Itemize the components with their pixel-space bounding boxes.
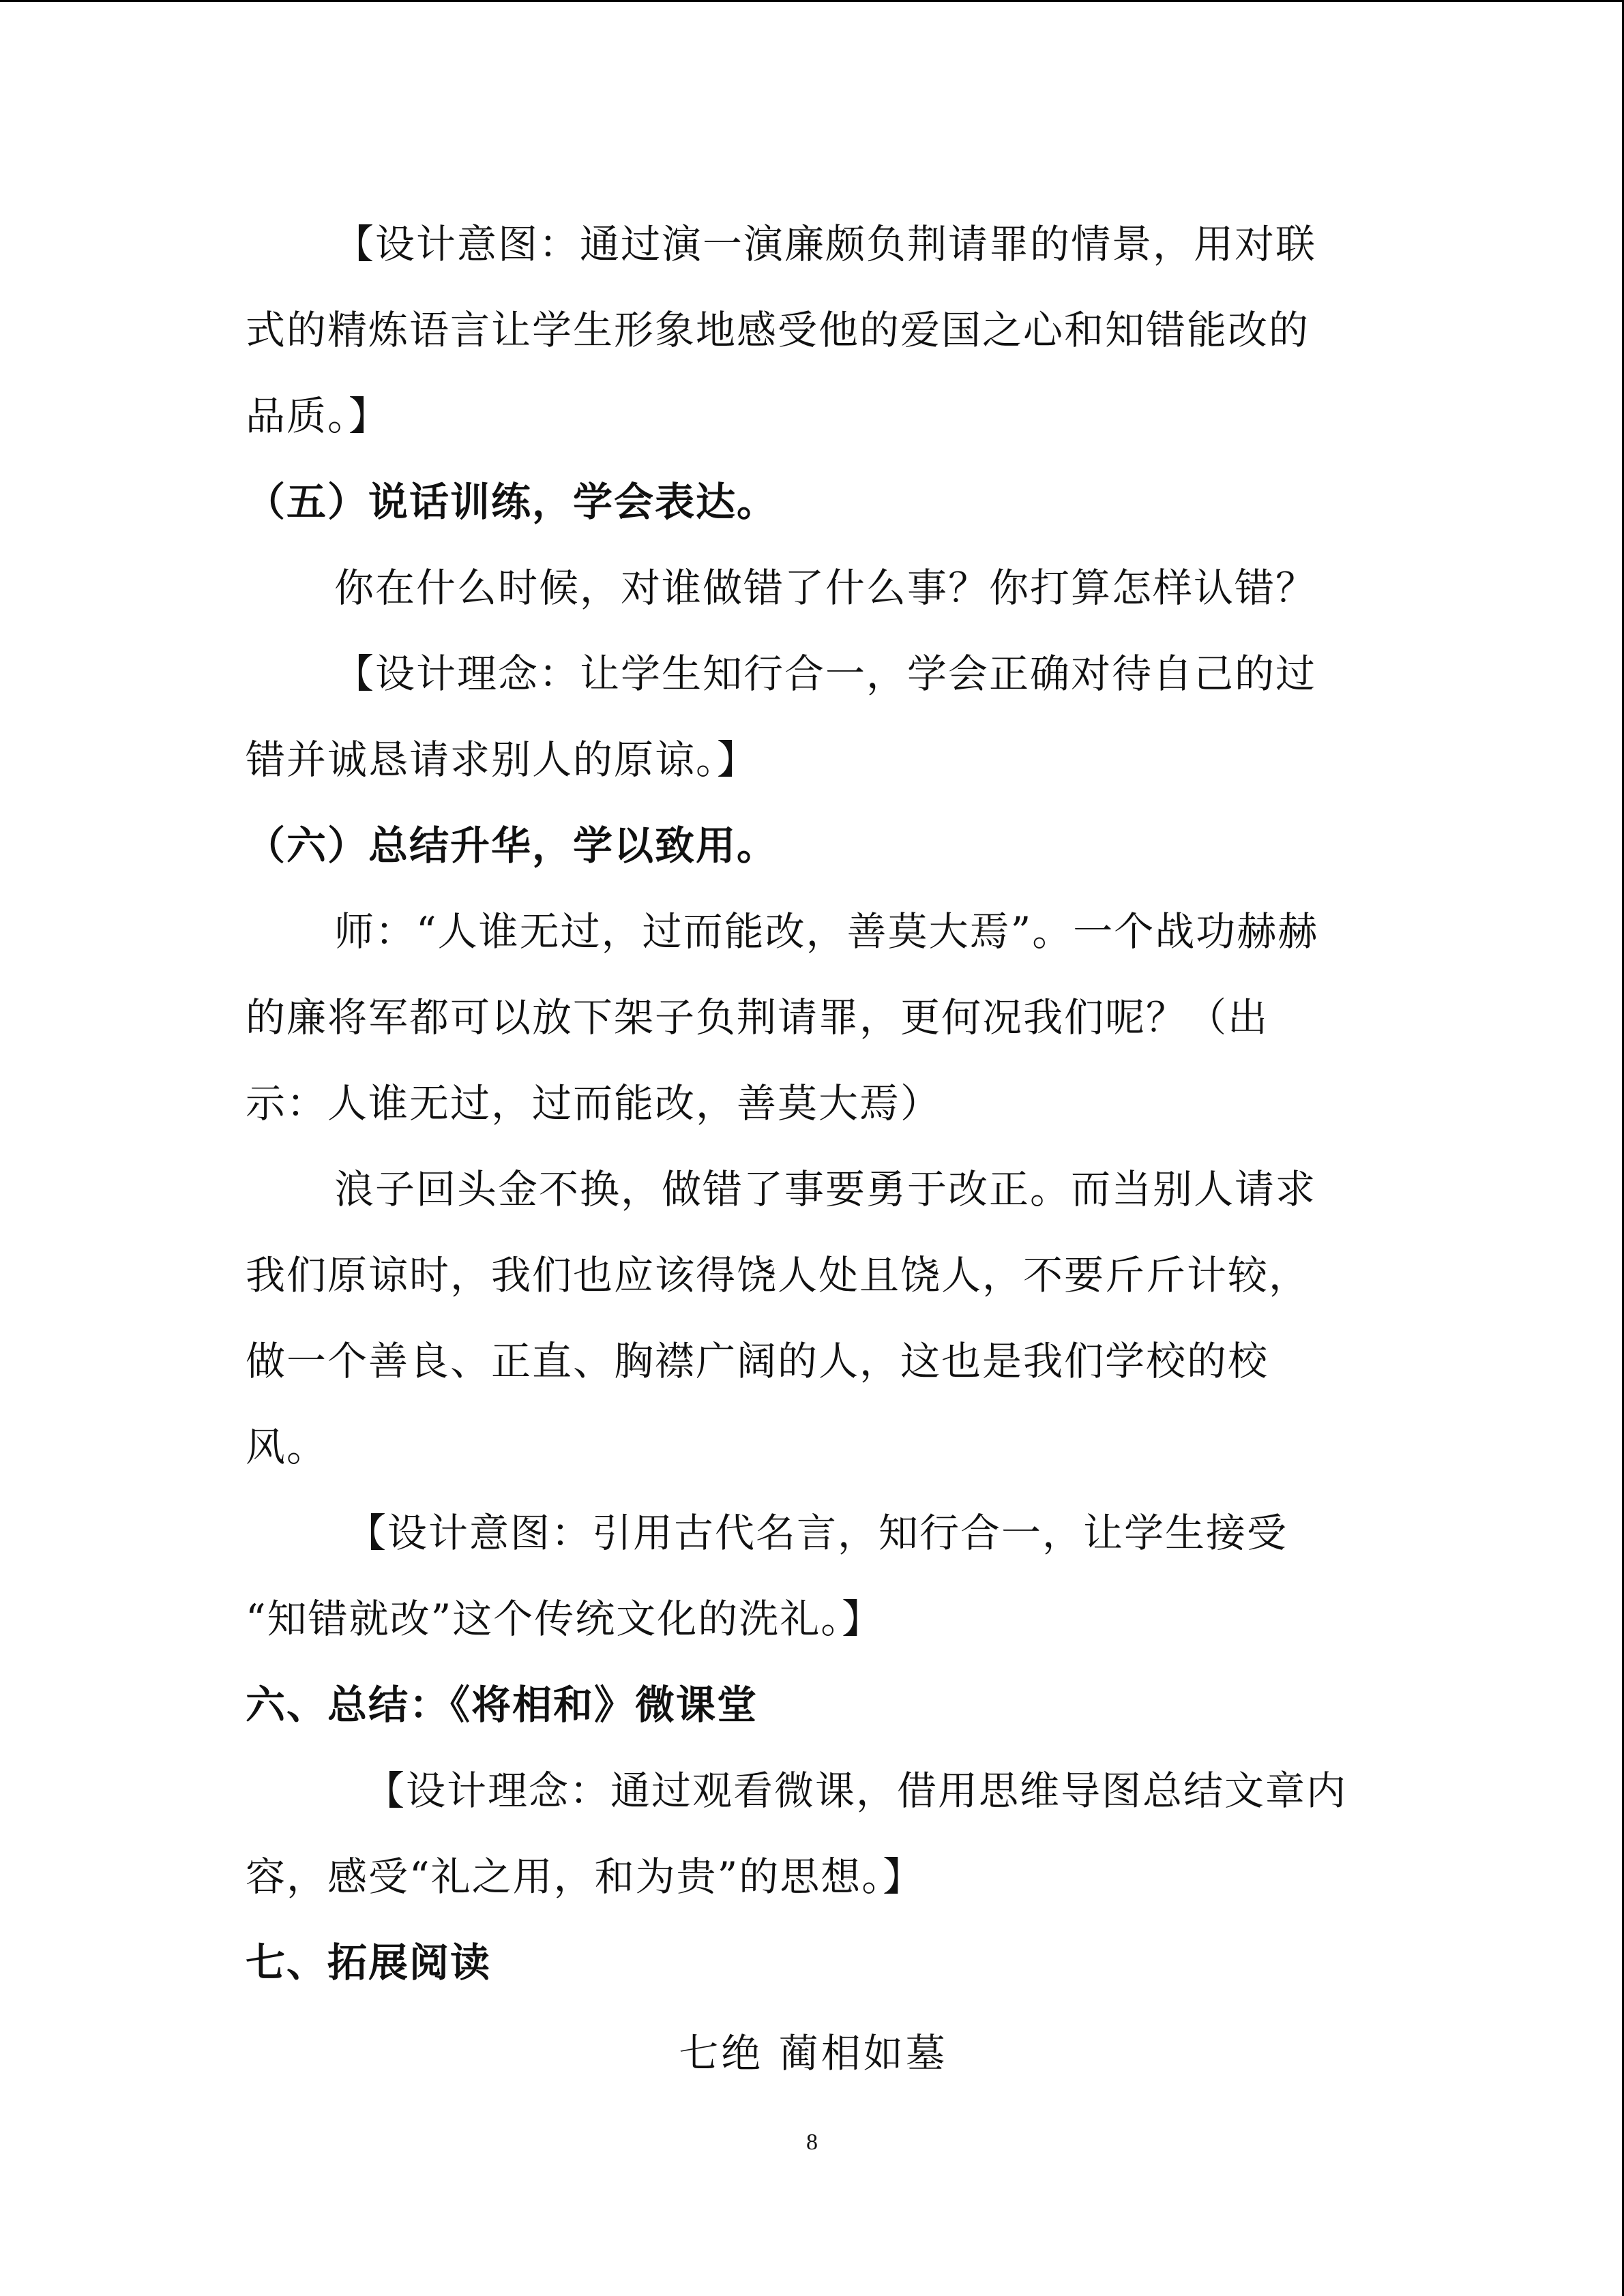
design-intent-line: 【设计意图：通过演一演廉颇负荆请罪的情景，用对联 [334,221,1317,267]
design-intent-line: “知错就改”这个传统文化的洗礼。】 [246,1596,883,1642]
design-intent-line: 【设计意图：引用古代名言，知行合一，让学生接受 [346,1510,1288,1556]
design-concept-line: 错并诚恳请求别人的原谅。】 [246,736,758,783]
poem-title: 七绝 蔺相如墓 [679,2030,948,2076]
body-text-line: 做一个善良、正直、胸襟广阔的人，这也是我们学校的校 [246,1338,1269,1384]
design-concept-line: 【设计理念：让学生知行合一，学会正确对待自己的过 [334,651,1317,697]
design-concept-line: 容，感受“礼之用，和为贵”的思想。】 [246,1853,924,1900]
section-heading-speaking-training: （五）说话训练，学会表达。 [246,479,778,525]
design-concept-line: 【设计理念：通过观看微课，借用思维导图总结文章内 [365,1768,1348,1814]
body-text-line: 我们原谅时，我们也应该得饶人处且饶人，不要斤斤计较， [246,1252,1310,1298]
section-heading-extended-reading: 七、拓展阅读 [246,1939,492,1986]
design-intent-line: 品质。】 [246,393,390,439]
section-heading-summary-application: （六）总结升华，学以致用。 [246,822,778,869]
section-heading-micro-class: 六、总结：《将相和》微课堂 [246,1682,758,1728]
question-line: 你在什么时候，对谁做错了什么事？你打算怎样认错？ [334,565,1317,611]
page-number: 8 [806,2130,818,2155]
body-text-line: 浪子回头金不换，做错了事要勇于改正。而当别人请求 [334,1166,1317,1212]
document-body [246,201,1381,2101]
teacher-speech-line: 的廉将军都可以放下架子负荆请罪，更何况我们呢？（出 [246,994,1269,1041]
design-intent-line: 式的精炼语言让学生形象地感受他的爱国之心和知错能改的 [246,307,1310,353]
teacher-speech-line: 师：“人谁无过，过而能改，善莫大焉”。一个战功赫赫 [334,908,1319,955]
body-text-line: 风。 [246,1424,328,1470]
teacher-speech-line: 示：人谁无过，过而能改，善莫大焉） [246,1080,942,1127]
